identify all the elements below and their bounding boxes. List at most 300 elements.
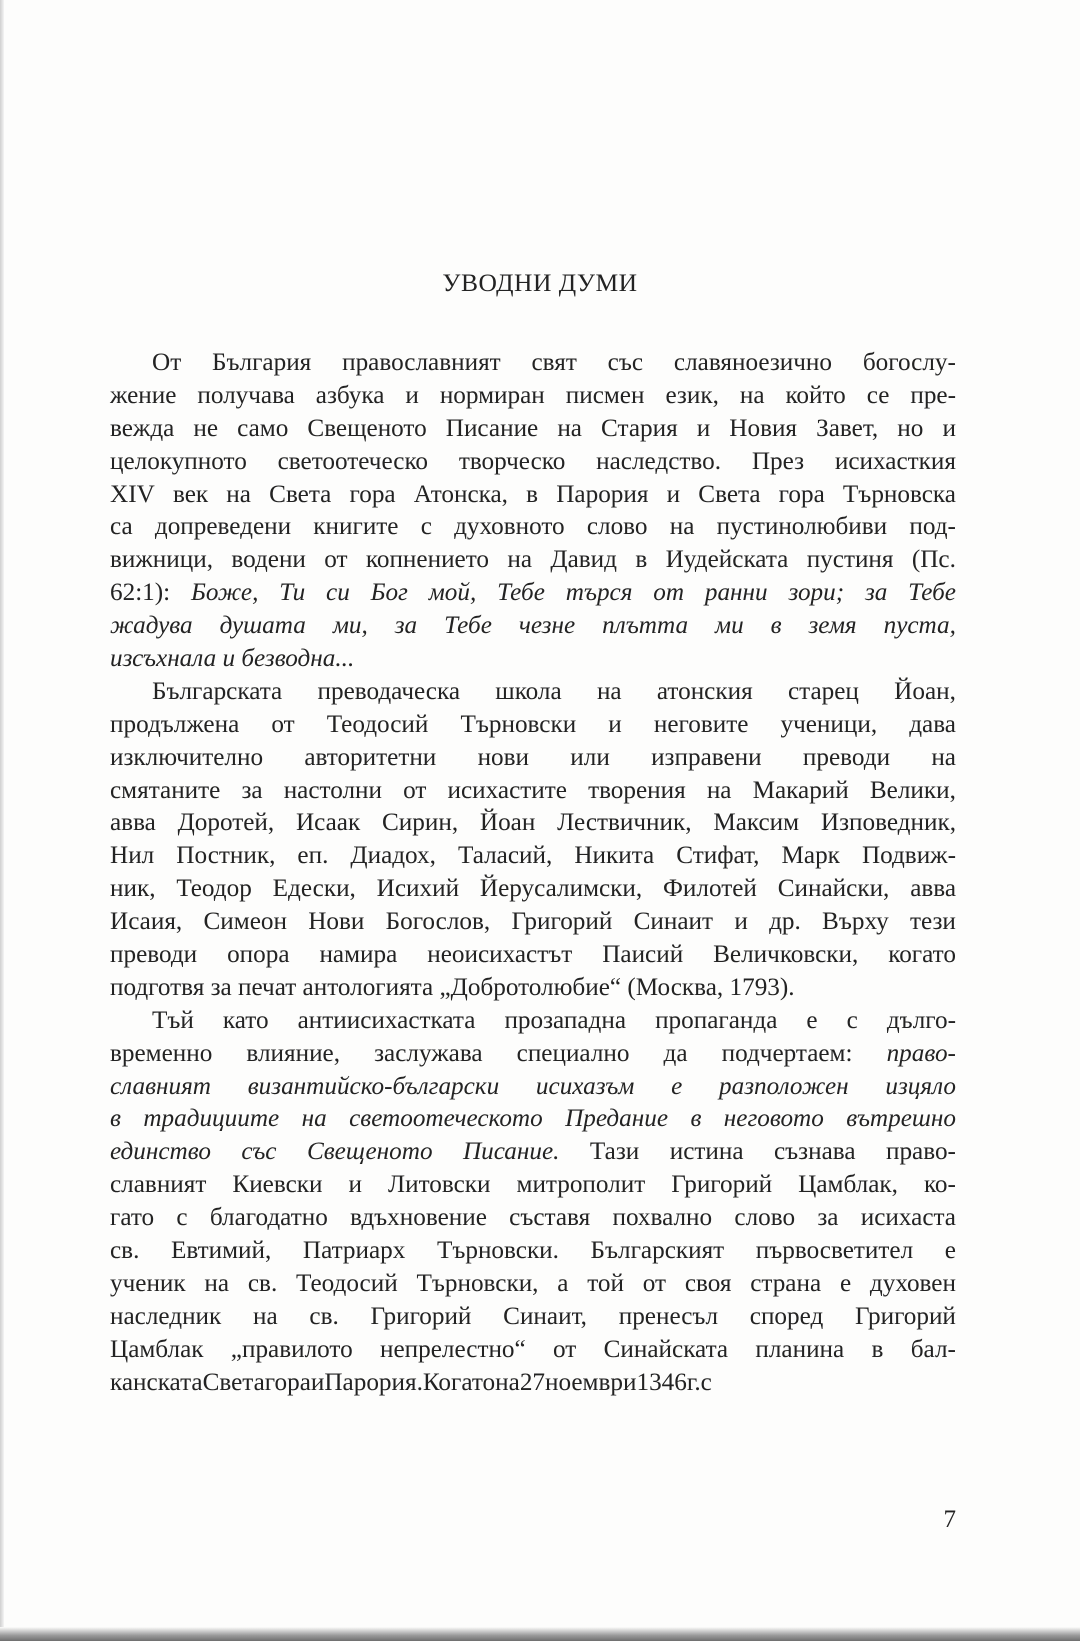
text-word: Атонска, [413, 480, 508, 508]
text-word: канската [110, 1368, 203, 1396]
text-word: Търновски [460, 710, 577, 738]
text-word: Нил [110, 842, 155, 870]
text-word: Исихий [376, 875, 460, 903]
text-word: Тебе [908, 579, 956, 607]
text-word: жадува [110, 612, 193, 640]
text-word: влияние, [246, 1039, 341, 1067]
text-word: продължена [110, 710, 240, 738]
text-line [110, 643, 956, 676]
text-word: но [897, 414, 924, 442]
text-word: Цамблак, [798, 1171, 898, 1199]
text-word: духовното [454, 513, 565, 541]
text-word: на [931, 743, 956, 771]
text-word: в [871, 1335, 884, 1363]
text-word: преводи [802, 743, 891, 771]
text-word: са [110, 513, 133, 541]
text-word: е [839, 1269, 852, 1297]
text-word: исихастите [447, 776, 567, 804]
text-line [110, 1334, 956, 1367]
text-word: Тъй [152, 1006, 194, 1034]
text-word: пренесъл [618, 1302, 719, 1330]
text-word: Марк [781, 842, 840, 870]
text-word: Завет, [816, 414, 879, 442]
text-word: жение [110, 381, 177, 409]
text-line [110, 972, 956, 1005]
text-word: език, [665, 381, 719, 409]
text-word: бал- [910, 1335, 956, 1363]
text-word: православният [342, 349, 501, 376]
text-word: пустинолюбиви [716, 513, 888, 541]
text-word: Максим [713, 809, 800, 837]
text-word: пустиня [806, 546, 894, 574]
text-word: Тебе [444, 612, 492, 640]
text-word: търся [565, 579, 633, 607]
text-word: и [734, 908, 748, 936]
page-number: 7 [943, 1506, 956, 1533]
text-word: в [690, 1105, 702, 1133]
text-word: Ти [279, 579, 306, 607]
text-word: е [671, 1072, 683, 1100]
text-word: със [241, 1138, 277, 1166]
text-word: на [495, 1368, 520, 1396]
text-word: нормиран [439, 381, 545, 409]
text-word: книгите [313, 513, 399, 541]
text-word: век [172, 480, 209, 508]
text-word: зори; [788, 579, 845, 607]
text-word: Патриарх [302, 1237, 406, 1265]
text-word: Евтимий, [170, 1237, 272, 1265]
text-word: разположен [719, 1072, 849, 1100]
text-word: Таласий, [457, 842, 553, 870]
text-word: Богослов, [385, 908, 491, 936]
text-line [110, 709, 956, 742]
text-word: временно [110, 1039, 213, 1067]
text-word: 1346 [636, 1368, 687, 1396]
text-word: Синаит, [503, 1302, 587, 1330]
text-word: според [749, 1302, 824, 1330]
text-word: Търновска [842, 480, 956, 508]
text-line [110, 1169, 956, 1202]
text-word: и [666, 480, 681, 508]
text-word: Величковски, [713, 941, 859, 969]
text-word: Исаак [295, 809, 361, 837]
text-word: гора [264, 1368, 311, 1396]
text-word: славният [110, 1072, 211, 1100]
text-word: свят [531, 349, 577, 376]
text-word: ко- [923, 1171, 956, 1199]
text-word: Тебе [497, 579, 545, 607]
text-word: от [653, 579, 685, 607]
text-word: нови [477, 743, 530, 771]
text-word: Българският [590, 1237, 725, 1265]
text-word: с [700, 1368, 712, 1396]
text-line [110, 577, 956, 610]
text-word: св. [110, 1237, 140, 1265]
text-word: право- [886, 1039, 956, 1067]
text-word: от [271, 710, 295, 738]
text-word: душата [219, 612, 306, 640]
text-word: Велики, [869, 776, 956, 804]
text-word: от [642, 1269, 667, 1297]
text-word: Подвиж- [861, 842, 956, 870]
text-word: изсъхнала и безводна... [110, 645, 355, 673]
text-word: вежда [110, 414, 175, 442]
text-word: г. [686, 1368, 701, 1396]
text-word: смятаните [110, 776, 221, 804]
text-word: от [403, 776, 427, 804]
text-line [110, 742, 956, 775]
text-word: от [324, 546, 348, 574]
text-word: гора [778, 480, 825, 508]
text-word: Григорий [511, 908, 613, 936]
text-word: св. [247, 1269, 278, 1297]
text-word: в [770, 612, 782, 640]
text-word: неоисихастът [427, 941, 573, 969]
body-text [110, 347, 956, 1400]
text-word: на [557, 414, 582, 442]
text-word: неговите [653, 710, 749, 738]
text-word: Когато [422, 1368, 496, 1396]
text-word: непрелестно“ [379, 1335, 526, 1363]
text-word: Българската [152, 677, 283, 705]
text-word: своя [684, 1269, 732, 1297]
text-word: Григорий [671, 1171, 773, 1199]
text-word: за [864, 579, 888, 607]
text-word: Постник, [176, 842, 276, 870]
text-word: Григорий [370, 1302, 472, 1330]
text-word: е [806, 1006, 818, 1034]
text-word: на [706, 776, 732, 804]
text-word: България [212, 349, 312, 376]
text-word: с [176, 1204, 188, 1232]
text-word: исихаста [860, 1204, 956, 1232]
text-word: на [226, 480, 251, 508]
text-line [110, 347, 956, 380]
text-word: гато [110, 1204, 155, 1232]
text-word: школа [495, 677, 562, 705]
text-line [110, 544, 956, 577]
text-word: се [866, 381, 890, 409]
text-word: Синайската [603, 1335, 729, 1363]
text-word: Литовски [388, 1171, 491, 1199]
text-line [110, 446, 956, 479]
text-word: изцяло [885, 1072, 956, 1100]
text-word: Симеон [203, 908, 287, 936]
text-word: пуста, [883, 612, 956, 640]
text-word: на [301, 1105, 327, 1133]
text-word: азбука [315, 381, 385, 409]
text-line [110, 1268, 956, 1301]
text-word: с [846, 1006, 858, 1034]
text-word: Теодосий [296, 1269, 398, 1297]
text-word: тези [909, 908, 956, 936]
text-word: истина [669, 1138, 744, 1166]
text-word: преводи [110, 941, 198, 969]
text-word: и [942, 414, 956, 442]
text-word: ученик [110, 1269, 186, 1297]
text-word: Йоан [479, 809, 536, 837]
text-word: XIV [110, 480, 155, 508]
text-word: Парория [556, 480, 649, 508]
text-word: Едески, [272, 875, 356, 903]
text-word: съставя [509, 1204, 591, 1232]
text-word: с [420, 513, 432, 541]
text-word: Света [698, 480, 761, 508]
text-word: съзнава [773, 1138, 856, 1166]
text-word: Тази [589, 1138, 640, 1166]
text-word: той [587, 1269, 624, 1297]
text-line [110, 1136, 956, 1169]
text-word: богослу- [862, 349, 956, 376]
text-word: на [739, 381, 765, 409]
text-word: чезне [518, 612, 576, 640]
text-word: пропаганда [655, 1006, 778, 1034]
text-word: Боже, [190, 579, 259, 607]
text-word: пре- [910, 381, 956, 409]
text-word: получава [197, 381, 295, 409]
text-word: гора [349, 480, 396, 508]
text-word: слово [734, 1204, 796, 1232]
text-word: писмен [565, 381, 645, 409]
text-word: Григорий [855, 1302, 956, 1330]
text-word: и [310, 1368, 325, 1396]
text-line [110, 610, 956, 643]
text-word: благодатно [209, 1204, 328, 1232]
text-word: Предание [565, 1105, 669, 1133]
text-word: св. [309, 1302, 339, 1330]
text-word: неговото [723, 1105, 824, 1133]
text-word: Стария [601, 414, 678, 442]
text-word: Върху [822, 908, 889, 936]
text-word: подчертаем: [721, 1039, 853, 1067]
text-word: и [405, 381, 419, 409]
text-word: страна [750, 1269, 822, 1297]
text-word: Филотей [663, 875, 757, 903]
text-word: ник, [110, 875, 156, 903]
text-word: или [570, 743, 610, 771]
text-word: От [152, 349, 182, 376]
text-line [110, 1235, 956, 1268]
text-word: Паисий [602, 941, 684, 969]
text-word: митрополит [516, 1171, 646, 1199]
text-word: опора [227, 941, 290, 969]
text-word: (Пс. [911, 546, 956, 574]
text-word: творения [588, 776, 686, 804]
text-word: Търновски. [436, 1237, 559, 1265]
text-word: „правилото [230, 1335, 353, 1363]
text-word: Йерусалимски, [479, 875, 643, 903]
text-word: наследство. [596, 447, 722, 475]
text-word: Теодор [176, 875, 252, 903]
text-word: е [944, 1237, 956, 1265]
text-word: в [635, 546, 648, 574]
text-word: Киевски [232, 1171, 323, 1199]
text-word: вдъхновение [350, 1204, 487, 1232]
text-word: водени [231, 546, 306, 574]
text-word: Стифат, [676, 842, 760, 870]
text-word: за [394, 612, 418, 640]
text-word: на [253, 1302, 278, 1330]
text-line [110, 1071, 956, 1104]
text-line [110, 511, 956, 544]
text-word: Света [202, 1368, 265, 1396]
text-word: когато [888, 941, 956, 969]
text-word: авва [910, 875, 956, 903]
text-word: планина [755, 1335, 845, 1363]
text-word: антиисихастката [297, 1006, 476, 1034]
text-word: земя [808, 612, 857, 640]
text-word: преводаческа [317, 677, 461, 705]
text-word: славяноезично [673, 349, 833, 376]
text-word: Лествичник, [557, 809, 692, 837]
text-word: вижници, [110, 546, 213, 574]
text-line [110, 413, 956, 446]
text-word: ми [715, 612, 744, 640]
text-word: исихасткия [834, 447, 956, 475]
text-word: Йоан, [894, 677, 956, 705]
text-word: само [237, 414, 289, 442]
text-word: специално [516, 1039, 630, 1067]
text-word: на [669, 513, 695, 541]
text-word: подготвя за печат антологията „Добротолюбие“ (Москва, 1793). [110, 973, 795, 1001]
text-word: Цамблак [110, 1335, 204, 1363]
text-line [110, 1367, 956, 1400]
text-word: единство [110, 1138, 211, 1166]
text-word: традициите [143, 1105, 280, 1133]
text-word: Макарий [752, 776, 849, 804]
text-word: ученици, [780, 710, 878, 738]
text-word: за [817, 1204, 839, 1232]
text-word: еп. [297, 842, 329, 870]
text-line [110, 807, 956, 840]
text-word: През [751, 447, 805, 475]
text-word: си [326, 579, 350, 607]
text-word: авторитетни [304, 743, 437, 771]
text-word: копнението [365, 546, 490, 574]
text-word: дълго- [886, 1006, 956, 1034]
text-word: творческо [458, 447, 566, 475]
text-word: под- [909, 513, 956, 541]
text-word: който [785, 381, 846, 409]
page-title: УВОДНИ ДУМИ [442, 268, 638, 297]
text-word: Никита [574, 842, 655, 870]
text-word: допреведени [154, 513, 292, 541]
text-word: авва [110, 809, 156, 837]
text-word: светоотеческото [349, 1105, 543, 1133]
text-word: 27 [519, 1368, 545, 1396]
text-line [110, 775, 956, 808]
text-word: ноември [545, 1368, 637, 1396]
text-word: Иудейската [665, 546, 789, 574]
text-word: прозападна [504, 1006, 627, 1034]
text-line [110, 380, 956, 413]
text-word: да [663, 1039, 688, 1067]
text-line [110, 906, 956, 939]
text-word: Давид [550, 546, 617, 574]
text-word: Диадох, [350, 842, 436, 870]
page-left-edge [0, 0, 4, 1641]
text-word: изправени [651, 743, 762, 771]
text-word: право- [885, 1138, 956, 1166]
text-word: исихазъм [535, 1072, 635, 1100]
text-word: първосветител [755, 1237, 914, 1265]
text-word: на [596, 677, 622, 705]
text-word: атонския [656, 677, 753, 705]
text-word: заслужава [374, 1039, 483, 1067]
text-word: в [526, 480, 539, 508]
text-word: др. [769, 908, 801, 936]
text-word: ми, [332, 612, 368, 640]
text-word: мой, [428, 579, 477, 607]
text-line [110, 479, 956, 512]
text-word: и [696, 414, 711, 442]
text-word: Свещеното [306, 1138, 433, 1166]
text-word: Синайски, [777, 875, 890, 903]
text-word: целокупното [110, 447, 247, 475]
text-line [110, 1005, 956, 1038]
text-word: ранни [704, 579, 768, 607]
text-word: плътта [602, 612, 689, 640]
text-word: Писание. [462, 1138, 560, 1166]
text-word: намира [319, 941, 398, 969]
text-word: Исаия, [110, 908, 183, 936]
text-word: не [193, 414, 219, 442]
text-word: 62:1): [110, 579, 171, 607]
text-word: на [204, 1269, 230, 1297]
text-word: Парория. [324, 1368, 423, 1396]
text-word: слово [586, 513, 648, 541]
text-word: Писание [445, 414, 539, 442]
text-word: със [607, 349, 644, 376]
text-word: славният [110, 1171, 207, 1199]
text-word: Доротей, [177, 809, 275, 837]
text-word: от [553, 1335, 577, 1363]
text-word: Бог [370, 579, 408, 607]
text-line [110, 676, 956, 709]
text-line [110, 939, 956, 972]
text-line [110, 1103, 956, 1136]
text-word: Сирин, [381, 809, 459, 837]
text-word: вътрешно [846, 1105, 956, 1133]
text-word: византийско-български [247, 1072, 500, 1100]
text-word: настолни [283, 776, 383, 804]
text-word: наследник [110, 1302, 222, 1330]
text-word: изключително [110, 743, 264, 771]
text-line [110, 1301, 956, 1334]
text-word: и [608, 710, 622, 738]
text-word: Света [269, 480, 332, 508]
text-word: за [241, 776, 263, 804]
text-word: Търновски, [416, 1269, 539, 1297]
text-line [110, 840, 956, 873]
text-word: духовен [869, 1269, 956, 1297]
text-word: а [557, 1269, 569, 1297]
text-word: Синаит [633, 908, 714, 936]
text-line [110, 1038, 956, 1071]
text-word: в [110, 1105, 121, 1133]
text-word: светоотеческо [277, 447, 429, 475]
text-word: като [222, 1006, 269, 1034]
text-word: Нови [308, 908, 365, 936]
text-word: и [348, 1171, 362, 1199]
page-bottom-edge [0, 1627, 1080, 1641]
text-word: похвално [612, 1204, 713, 1232]
text-word: Изповедник, [820, 809, 956, 837]
text-word: на [507, 546, 533, 574]
text-line [110, 873, 956, 906]
text-line [110, 1202, 956, 1235]
text-word: дава [909, 710, 956, 738]
